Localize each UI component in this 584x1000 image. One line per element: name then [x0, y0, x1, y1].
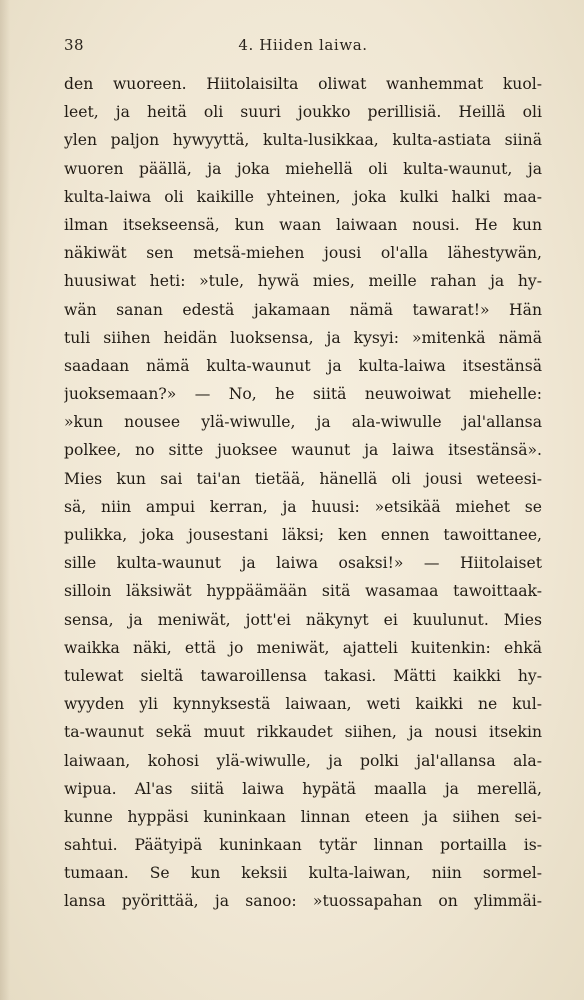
page-number: 38 [64, 36, 85, 54]
text-line: sä, niin ampui kerran, ja huusi: »etsikää miehet se [64, 497, 542, 516]
text-line: »kun nousee ylä-wiwulle, ja ala-wiwulle jal'allansa [64, 413, 542, 432]
text-line: silloin läksiwät hyppäämään sitä wasamaa tawoittaak- [64, 582, 542, 601]
text-line: Mies kun sai tai'an tietää, hänellä oli jousi weteesi- [64, 469, 542, 488]
text-line: tuli siihen heidän luoksensa, ja kysyi: »mitenkä nämä [64, 328, 542, 347]
text-line: kulta-laiwa oli kaikille yhteinen, joka kulki halki maa- [64, 187, 542, 206]
text-line: huusiwat heti: »tule, hywä mies, meille rahan ja hy- [64, 272, 542, 291]
text-line: lansa pyörittää, ja sanoo: »tuossapahan on ylimmäi- [64, 892, 542, 911]
text-line: wyyden yli kynnyksestä laiwaan, weti kaikki ne kul- [64, 695, 542, 714]
text-line: ilman itsekseensä, kun waan laiwaan nousi. He kun [64, 215, 542, 234]
text-line: polkee, no sitte juoksee waunut ja laiwa itsestänsä». [64, 441, 542, 460]
text-line: leet, ja heitä oli suuri joukko perillisiä. Heillä oli [64, 103, 542, 122]
text-line: laiwaan, kohosi ylä-wiwulle, ja polki jal'allansa ala- [64, 751, 542, 770]
text-line: waikka näki, että jo meniwät, ajatteli kuitenkin: ehkä [64, 638, 542, 657]
text-line: den wuoreen. Hiitolaisilta oliwat wanhemmat kuol- [64, 75, 542, 93]
text-line: saadaan nämä kulta-waunut ja kulta-laiwa itsestänsä [64, 356, 542, 375]
text-line: pulikka, joka jousestani läksi; ken ennen tawoittanee, [64, 526, 542, 544]
text-line: sille kulta-waunut ja laiwa osaksi!» — Hiitolaiset [64, 554, 542, 573]
text-line: ta-waunut sekä muut rikkaudet siihen, ja nousi itsekin [64, 723, 542, 742]
text-line: juoksemaan?» — No, he siitä neuwoiwat miehelle: [64, 385, 542, 404]
text-line: wän sanan edestä jakamaan nämä tawarat!» Hän [64, 300, 542, 319]
running-title: 4. Hiiden laiwa. [238, 36, 368, 54]
text-line: sensa, ja meniwät, jott'ei näkynyt ei kuulunut. Mies [64, 610, 542, 629]
text-line: ylen paljon hywyyttä, kulta-lusikkaa, kulta-astiata siinä [64, 131, 542, 150]
body-text [64, 70, 542, 916]
spine-shadow [0, 0, 10, 1000]
text-line: tumaan. Se kun keksii kulta-laiwan, niin sormel- [64, 864, 542, 883]
text-line: sahtui. Päätyipä kuninkaan tytär linnan portailla is- [64, 836, 542, 855]
text-line: wuoren päällä, ja joka miehellä oli kulta-waunut, ja [64, 159, 542, 178]
text-line: tulewat sieltä tawaroillensa takasi. Mätti kaikki hy- [64, 666, 542, 685]
text-line: näkiwät sen metsä-miehen jousi ol'alla lähestywän, [64, 244, 542, 263]
text-line: wipua. Al'as siitä laiwa hypätä maalla ja merellä, [64, 779, 542, 798]
text-line: kunne hyppäsi kuninkaan linnan eteen ja siihen sei- [64, 807, 542, 826]
page-header [64, 36, 542, 58]
